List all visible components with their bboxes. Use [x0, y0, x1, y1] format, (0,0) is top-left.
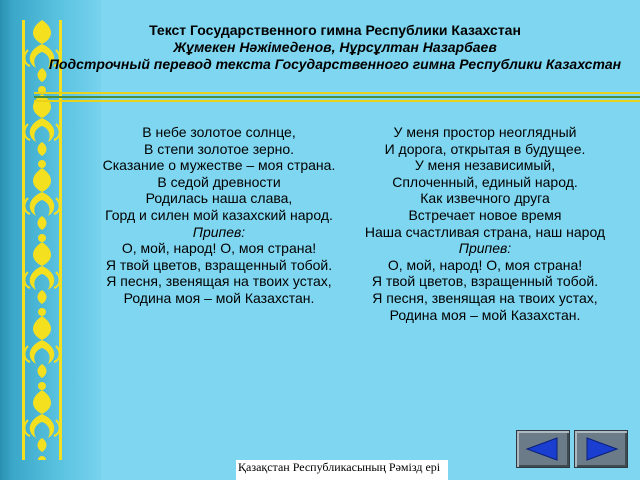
arrow-right-icon [581, 436, 621, 462]
title-line-3: Подстрочный перевод текста Государственного гимна Республики Казахстан [48, 56, 622, 72]
lyric-line: В степи золотое зерно. [143, 140, 295, 157]
prev-slide-button[interactable] [516, 430, 570, 468]
lyric-line: В небе золотое солнце, [142, 124, 296, 140]
lyric-line: Наша счастливая страна, наш народ [364, 223, 606, 240]
lyric-line: Сказание о мужестве – моя страна. [102, 157, 336, 174]
next-slide-button[interactable] [574, 430, 628, 468]
lyric-line: И дорога, открытая в будущее. [384, 140, 586, 157]
lyric-line: Горд и силен мой казахский народ. [105, 206, 333, 223]
lyric-line: Сплоченный, единый народ. [392, 173, 578, 190]
lyric-line: Я твой цветов, взращенный тобой. [105, 256, 333, 273]
lyric-line: Я песня, звенящая на твоих устах, [372, 289, 598, 306]
lyric-line: Родилась наша слава, [145, 190, 293, 207]
header-line-green [34, 96, 640, 98]
lyric-line: У меня простор неоглядный [393, 124, 577, 140]
lyric-line: Я песня, звенящая на твоих устах, [106, 273, 332, 290]
chorus-label: Припев: [192, 223, 246, 240]
lyric-line: Я твой цветов, взращенный тобой. [371, 273, 599, 290]
lyric-line: О, мой, народ! О, моя страна! [121, 240, 317, 257]
lyric-line: Как извечного друга [420, 190, 550, 207]
footer-caption: Қазақстан Республикасының Рәмізд ері [236, 460, 448, 480]
kazakh-ornament-icon [22, 20, 62, 460]
lyric-line: В седой древности [157, 173, 281, 190]
left-lyrics-column [94, 124, 344, 307]
page-title [40, 22, 630, 73]
right-lyrics-column [360, 124, 610, 323]
chorus-label: Припев: [458, 240, 512, 257]
header-line-yellow [34, 92, 640, 94]
lyric-line: Родина моя – мой Казахстан. [123, 289, 315, 306]
lyric-line: О, мой, народ! О, моя страна! [387, 256, 583, 273]
header-line-yellow-2 [34, 100, 640, 102]
title-line-2: Жұмекен Нәжімеденов, Нұрсұлтан Назарбаев [173, 39, 497, 55]
arrow-left-icon [523, 436, 563, 462]
lyric-line: Встречает новое время [408, 206, 562, 223]
lyric-line: У меня независимый, [414, 157, 556, 174]
title-line-1: Текст Государственного гимна Республики Казахстан [149, 22, 521, 38]
lyric-line: Родина моя – мой Казахстан. [389, 306, 581, 323]
